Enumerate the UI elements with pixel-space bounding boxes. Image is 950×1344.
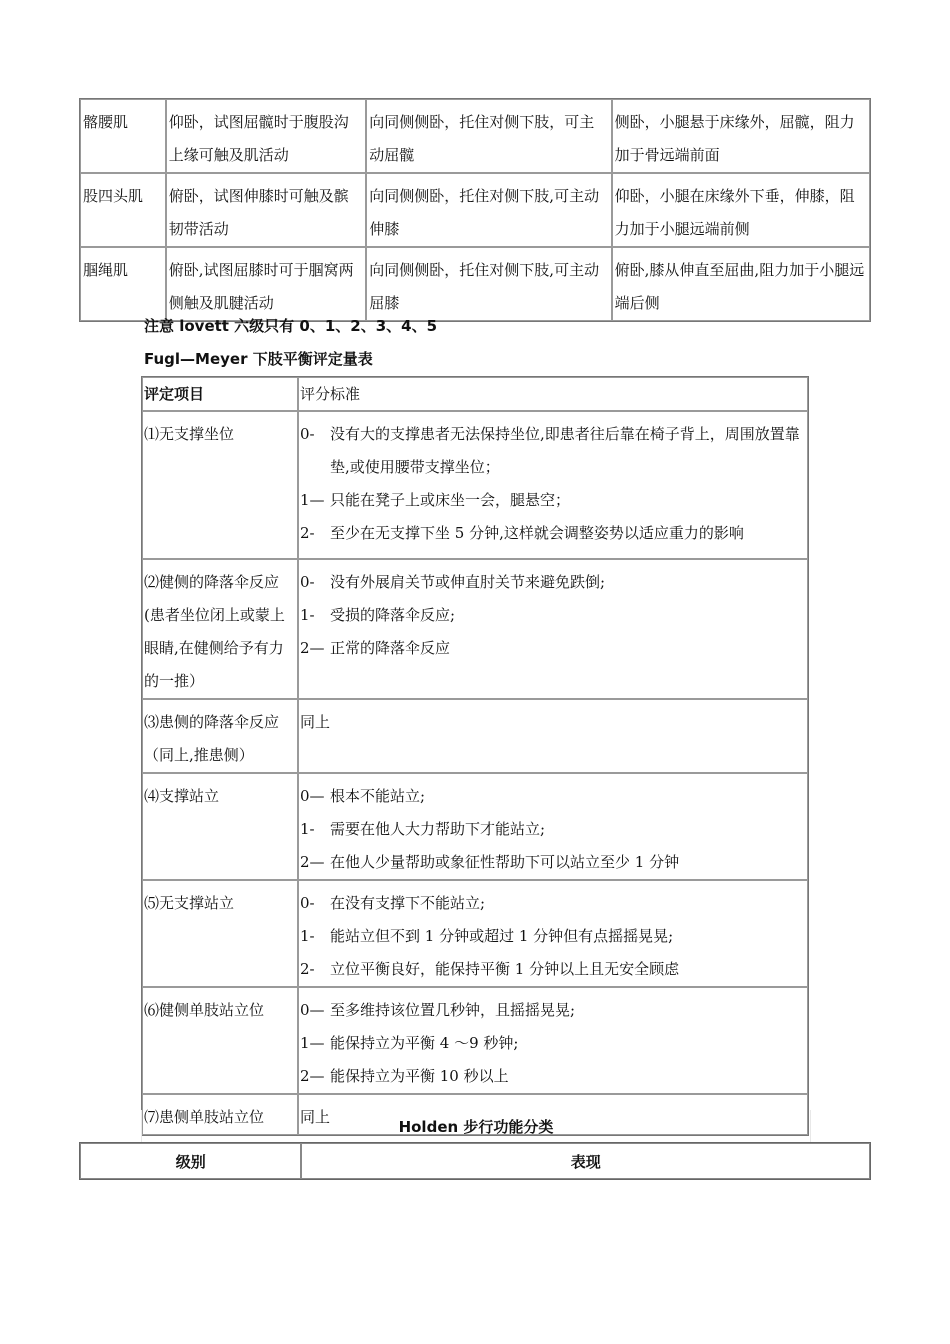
score-description: 需要在他人大力帮助下才能站立;	[330, 820, 546, 838]
score-description: 在他人少量帮助或象征性帮助下可以站立至少 1 分钟	[330, 853, 680, 871]
grade1-cell: 仰卧，试图屈髋时于腹股沟上缘可触及肌活动	[166, 99, 367, 173]
grade1-cell: 俯卧,试图屈膝时可于腘窝两侧触及肌腱活动	[166, 247, 367, 321]
fugl-meyer-title: Fugl—Meyer 下肢平衡评定量表	[144, 350, 373, 368]
score-description: 能保持立为平衡 4 ～9 秒钟;	[330, 1034, 519, 1052]
score-description: 在没有支撑下不能站立;	[330, 894, 486, 912]
score-value: 1—	[300, 491, 325, 509]
score-description: 能站立但不到 1 分钟或超过 1 分钟但有点摇摇晃晃;	[330, 927, 674, 945]
score-option	[300, 484, 806, 517]
grade2-cell: 向同侧侧卧，托住对侧下肢,可主动屈膝	[366, 247, 611, 321]
level-header: 级别	[80, 1143, 301, 1179]
score-description: 受损的降落伞反应;	[330, 606, 456, 624]
score-description: 立位平衡良好，能保持平衡 1 分钟以上且无安全顾虑	[330, 960, 680, 978]
score-value: 0—	[300, 1001, 325, 1019]
score-value: 0-	[300, 573, 315, 591]
score-criteria	[298, 699, 808, 773]
score-description: 同上	[300, 713, 331, 731]
score-description: 没有外展肩关节或伸直肘关节来避免跌倒;	[330, 573, 606, 591]
score-value: 0—	[300, 787, 325, 805]
score-criteria	[298, 411, 808, 559]
grade1-cell: 俯卧，试图伸膝时可触及髌韧带活动	[166, 173, 367, 247]
score-option	[300, 566, 806, 599]
score-description: 根本不能站立;	[330, 787, 426, 805]
criteria-header: 评分标准	[298, 377, 808, 411]
table-header-row	[142, 377, 808, 411]
lovett-note: 注意 lovett 六级只有 0、1、2、3、4、5	[144, 317, 438, 335]
grade2-cell: 向同侧侧卧，托住对侧下肢，可主动屈髋	[366, 99, 611, 173]
score-description: 至多维持该位置几秒钟，且摇摇晃晃;	[330, 1001, 576, 1019]
score-criteria	[298, 773, 808, 880]
score-criteria	[298, 880, 808, 987]
score-option	[300, 887, 806, 920]
table-row	[80, 99, 870, 173]
muscle-name: 髂腰肌	[80, 99, 166, 173]
score-option	[300, 813, 806, 846]
score-option	[300, 418, 806, 484]
score-value: 2-	[300, 960, 315, 978]
assessment-item: ⑶患侧的降落伞反应（同上,推患侧）	[142, 699, 298, 773]
assessment-item: ⑸无支撑站立	[142, 880, 298, 987]
score-description: 能保持立为平衡 10 秒以上	[330, 1067, 509, 1085]
muscle-test-table	[79, 98, 871, 322]
holden-title: Holden 步行功能分类	[141, 1110, 811, 1144]
item-header: 评定项目	[142, 377, 298, 411]
assessment-item: ⑺患侧单肢站立位	[142, 1094, 298, 1135]
table-row	[142, 559, 808, 699]
holden-table	[79, 1142, 871, 1180]
score-option	[300, 846, 806, 879]
grade4-cell: 俯卧,膝从伸直至屈曲,阻力加于小腿远端后侧	[612, 247, 870, 321]
grade4-cell: 仰卧，小腿在床缘外下垂，伸膝，阻力加于小腿远端前侧	[612, 173, 870, 247]
fugl-meyer-section	[141, 310, 809, 1136]
assessment-item: ⑷支撑站立	[142, 773, 298, 880]
muscle-name: 腘绳肌	[80, 247, 166, 321]
assessment-item: ⑹健侧单肢站立位	[142, 987, 298, 1094]
score-value: 1-	[300, 927, 315, 945]
score-value: 2—	[300, 639, 325, 657]
assessment-item: ⑴无支撑坐位	[142, 411, 298, 559]
table-header-row	[80, 1143, 870, 1179]
score-value: 0-	[300, 425, 315, 443]
fugl-meyer-table	[141, 376, 809, 1136]
score-option	[300, 920, 806, 953]
score-value: 1-	[300, 606, 315, 624]
score-description: 没有大的支撑患者无法保持坐位,即患者往后靠在椅子背上，周围放置靠垫,或使用腰带支撑坐位；	[330, 425, 800, 476]
score-option	[300, 1027, 806, 1060]
score-criteria	[298, 987, 808, 1094]
table-row	[80, 173, 870, 247]
score-option	[300, 780, 806, 813]
score-value: 2—	[300, 1067, 325, 1085]
score-value: 1—	[300, 1034, 325, 1052]
score-option	[300, 706, 806, 739]
score-criteria	[298, 559, 808, 699]
score-value: 1-	[300, 820, 315, 838]
assessment-item: ⑵健侧的降落伞反应(患者坐位闭上或蒙上眼睛,在健侧给予有力的一推）	[142, 559, 298, 699]
score-value: 0-	[300, 894, 315, 912]
grade2-cell: 向同侧侧卧，托住对侧下肢,可主动伸膝	[366, 173, 611, 247]
score-value: 2-	[300, 524, 315, 542]
table-row	[142, 880, 808, 987]
score-option	[300, 599, 806, 632]
score-description: 同上	[300, 1108, 331, 1126]
score-option	[300, 953, 806, 986]
score-option	[300, 517, 806, 550]
score-description: 只能在凳子上或床坐一会，腿悬空；	[330, 491, 571, 509]
score-option	[300, 1060, 806, 1093]
score-option	[300, 994, 806, 1027]
performance-header: 表现	[301, 1143, 870, 1179]
score-description: 至少在无支撑下坐 5 分钟,这样就会调整姿势以适应重力的影响	[330, 524, 744, 542]
score-value: 2—	[300, 853, 325, 871]
table-row	[142, 699, 808, 773]
score-description: 正常的降落伞反应	[330, 639, 451, 657]
table-row	[142, 987, 808, 1094]
table-row	[142, 773, 808, 880]
score-option	[300, 632, 806, 665]
grade4-cell: 侧卧，小腿悬于床缘外，屈髋，阻力加于骨远端前面	[612, 99, 870, 173]
table-row	[142, 411, 808, 559]
muscle-name: 股四头肌	[80, 173, 166, 247]
